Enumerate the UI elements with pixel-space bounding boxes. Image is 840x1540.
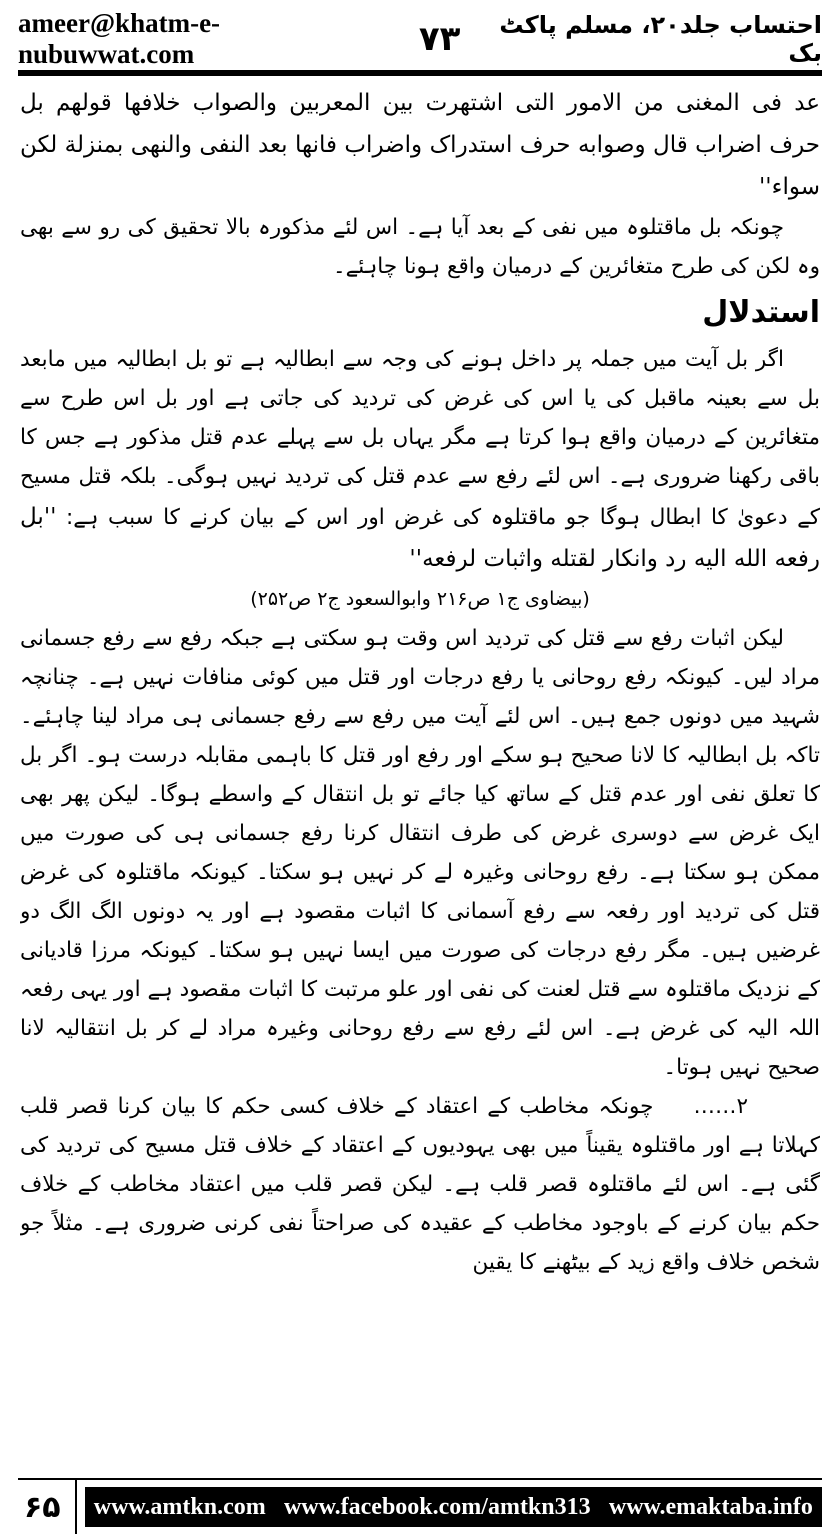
footer-link-amtkn[interactable]: www.amtkn.com <box>93 1493 266 1520</box>
header-book-title: احتساب جلد۲۰، مسلم پاکٹ بک <box>499 11 822 67</box>
header-left <box>18 8 460 70</box>
argument-arabic-quote: ''بل رفعه الله الیه رد وانکار لقتله واثبات لرفعه'' <box>20 504 820 572</box>
footer-link-facebook[interactable]: www.facebook.com/amtkn313 <box>283 1493 591 1520</box>
section-heading: استدلال <box>702 295 820 330</box>
point-2-text: چونکہ مخاطب کے اعتقاد کے خلاف کسی حکم کا بیان کرنا قصر قلب کہلاتا ہے اور ماقتلوہ یقیناً میں بھی یہودیوں کے اعتقاد کے خلاف قتل مسیح کی تردید کی گئی ہے۔ اس لئے ماقتلوہ قصر قلب ہے۔ لیکن قصر قلب میں اعتقاد مخاطب کے خلاف حکم بیان کرنے کے باوجود مخاطب کے عقیدہ کی صراحتاً نفی کرنی ضروری ہے۔ مثلاً جو شخص خلاف واقع زید کے بیٹھنے کا یقین <box>20 1094 820 1275</box>
footer-link-emaktaba[interactable]: www.emaktaba.info <box>608 1493 813 1520</box>
arabic-quote-paragraph: عد فی المغنی من الامور التی اشتهرت بین المعربین والصواب خلافها قولهم بل حرف اضراب قال وصوابه حرف استدراک واضراب فانها بعد النفی والنهی بمنزلة لکن سواء'' <box>20 90 820 200</box>
page-header <box>18 8 822 76</box>
footer-links-bar <box>85 1487 822 1527</box>
page-body <box>20 82 820 1442</box>
paragraph-rafa: لیکن اثبات رفع سے قتل کی تردید اس وقت ہو سکتی ہے جبکہ رفع سے رفع جسمانی مراد لیں۔ کیونکہ رفع روحانی یا رفع درجات اور قتل میں کوئی منافات نہیں ہے۔ چنانچہ شہید میں دونوں جمع ہیں۔ اس لئے آیت میں رفع سے رفع جسمانی ہی مراد لینا چاہئے۔ تاکہ بل ابطالیہ کا لانا صحیح ہو سکے اور رفع اور قتل کا باہمی مقابلہ درست ہو۔ اگر بل کا تعلق نفی اور عدم قتل کے ساتھ کیا جائے تو بل انتقال کے واسطے ہوگا۔ لیکن پھر بھی ایک غرض سے دوسری غرض کی طرف انتقال کرنا رفع جسمانی ہی کی صورت میں ممکن ہو سکتا ہے۔ رفع روحانی وغیرہ لے کر نہیں ہو سکتا۔ کیونکہ ماقتلوہ کی غرض قتل کی تردید اور رفعہ سے رفع آسمانی کا اثبات مقصود ہے اور یہ دونوں الگ الگ دو غرضیں ہیں۔ مگر رفع درجات کی صورت میں ایسا نہیں ہو سکتا۔ کیونکہ مرزا قادیانی کے نزدیک ماقتلوہ سے قتل لعنت کی نفی اور علو مرتبت کا اثبات مقصود ہے اور یہی رفعہ اللہ الیہ کی غرض ہے۔ اس لئے رفع سے رفع روحانی وغیرہ مراد لے کر بل انتقالیہ لانا صحیح نہیں ہوتا۔ <box>20 626 820 1080</box>
paragraph-argument <box>20 340 820 580</box>
page-footer <box>18 1478 822 1534</box>
header-email: ameer@khatm-e-nubuwwat.com <box>18 8 221 69</box>
citation-reference: (بیضاوی ج۱ ص۲۱۶ وابوالسعود ج۲ ص۲۵۲) <box>250 588 590 610</box>
argument-text: اگر بل آیت میں جملہ پر داخل ہونے کی وجہ سے ابطالیہ ہے تو بل ابطالیہ میں مابعد بل سے بعینہ ماقبل کی یا اس کی غرض کی تردید کی جاتی ہے اور بل اس طرح سے متغائرین کے درمیان واقع ہوا کرتا ہے مگر یہاں بل سے پہلے عدم قتل مذکور ہے جس کا باقی رکھنا ضروری ہے۔ اس لئے رفع سے عدم قتل کی تردید نہیں ہوگی۔ بلکہ قتل مسیح کے دعویٰ کا ابطال ہوگا جو ماقتلوہ کی غرض اور اس کے بیان کرنے کا سبب ہے: <box>20 347 820 530</box>
point-number: ۲…… <box>693 1094 748 1119</box>
paragraph-point-2 <box>20 1087 820 1282</box>
header-page-number: ۷۳ <box>418 19 461 59</box>
paragraph-intro: چونکہ بل ماقتلوہ میں نفی کے بعد آیا ہے۔ اس لئے مذکورہ بالا تحقیق کی رو سے بھی وہ لکن کی طرح متغائرین کے درمیان واقع ہونا چاہئے۔ <box>20 215 820 279</box>
footer-page-number: ۶۵ <box>18 1480 77 1534</box>
